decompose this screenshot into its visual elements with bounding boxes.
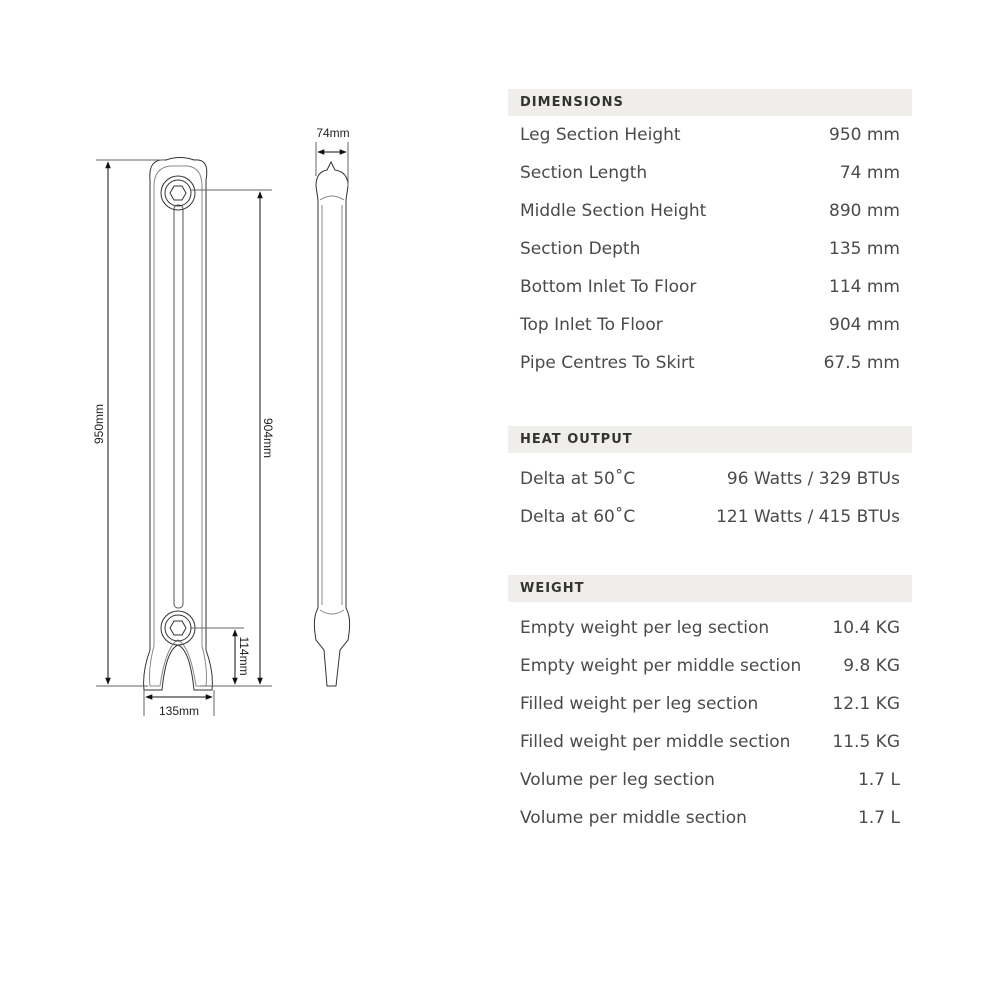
- spec-label: Delta at 60˚C: [520, 507, 636, 527]
- spec-value: 950 mm: [829, 125, 900, 145]
- spec-label: Top Inlet To Floor: [520, 315, 663, 335]
- weight-section: [508, 575, 912, 837]
- dimensions-header: DIMENSIONS: [508, 89, 912, 116]
- spec-label: Filled weight per middle section: [520, 732, 791, 752]
- dimensions-section: [508, 89, 912, 382]
- spec-value: 74 mm: [839, 163, 900, 183]
- spec-value: 890 mm: [829, 201, 900, 221]
- heat-output-header: HEAT OUTPUT: [508, 426, 912, 453]
- spec-value: 904 mm: [829, 315, 900, 335]
- spec-row: [508, 116, 912, 154]
- dimension-114-label: 114mm: [237, 636, 251, 676]
- spec-label: Pipe Centres To Skirt: [520, 353, 695, 373]
- heat-output-section: [508, 426, 912, 536]
- spec-value: 96 Watts / 329 BTUs: [726, 469, 900, 489]
- spec-value: 11.5 KG: [832, 732, 900, 752]
- dimension-950-label: 950mm: [92, 403, 106, 445]
- spec-row: [508, 498, 912, 536]
- dimension-950: [96, 160, 165, 686]
- spec-value: 9.8 KG: [843, 656, 900, 676]
- radiator-side-view: [314, 162, 349, 686]
- dimension-74-label: 74mm: [316, 126, 350, 140]
- spec-label: Empty weight per leg section: [520, 618, 770, 638]
- spec-label: Leg Section Height: [520, 125, 681, 145]
- spec-value: 10.4 KG: [832, 618, 900, 638]
- spec-label: Middle Section Height: [520, 201, 707, 221]
- spec-value: 135 mm: [829, 239, 900, 259]
- spec-value: 121 Watts / 415 BTUs: [716, 507, 900, 527]
- dimension-904-label: 904mm: [261, 417, 275, 459]
- spec-value: 67.5 mm: [823, 353, 900, 373]
- spec-value: 12.1 KG: [832, 694, 900, 714]
- radiator-front-view: [144, 158, 213, 691]
- spec-label: Empty weight per middle section: [520, 656, 802, 676]
- spec-label: Volume per middle section: [520, 808, 747, 828]
- spec-row: [508, 306, 912, 344]
- dimension-135-label: 135mm: [158, 704, 200, 718]
- dimension-114: [190, 628, 244, 684]
- spec-value: 1.7 L: [858, 770, 900, 790]
- spec-value: 1.7 L: [858, 808, 900, 828]
- spec-row: [508, 647, 912, 685]
- spec-value: 114 mm: [829, 277, 900, 297]
- spec-label: Filled weight per leg section: [520, 694, 759, 714]
- spec-row: [508, 761, 912, 799]
- weight-header: WEIGHT: [508, 575, 912, 602]
- spec-row: [508, 685, 912, 723]
- spec-row: [508, 723, 912, 761]
- spec-row: [508, 799, 912, 837]
- spec-label: Bottom Inlet To Floor: [520, 277, 697, 297]
- spec-label: Section Length: [520, 163, 648, 183]
- spec-label: Volume per leg section: [520, 770, 715, 790]
- spec-row: [508, 460, 912, 498]
- spec-row: [508, 192, 912, 230]
- spec-label: Section Depth: [520, 239, 641, 259]
- spec-row: [508, 609, 912, 647]
- spec-row: [508, 154, 912, 192]
- spec-row: [508, 230, 912, 268]
- spec-label: Delta at 50˚C: [520, 469, 636, 489]
- spec-row: [508, 268, 912, 306]
- spec-row: [508, 344, 912, 382]
